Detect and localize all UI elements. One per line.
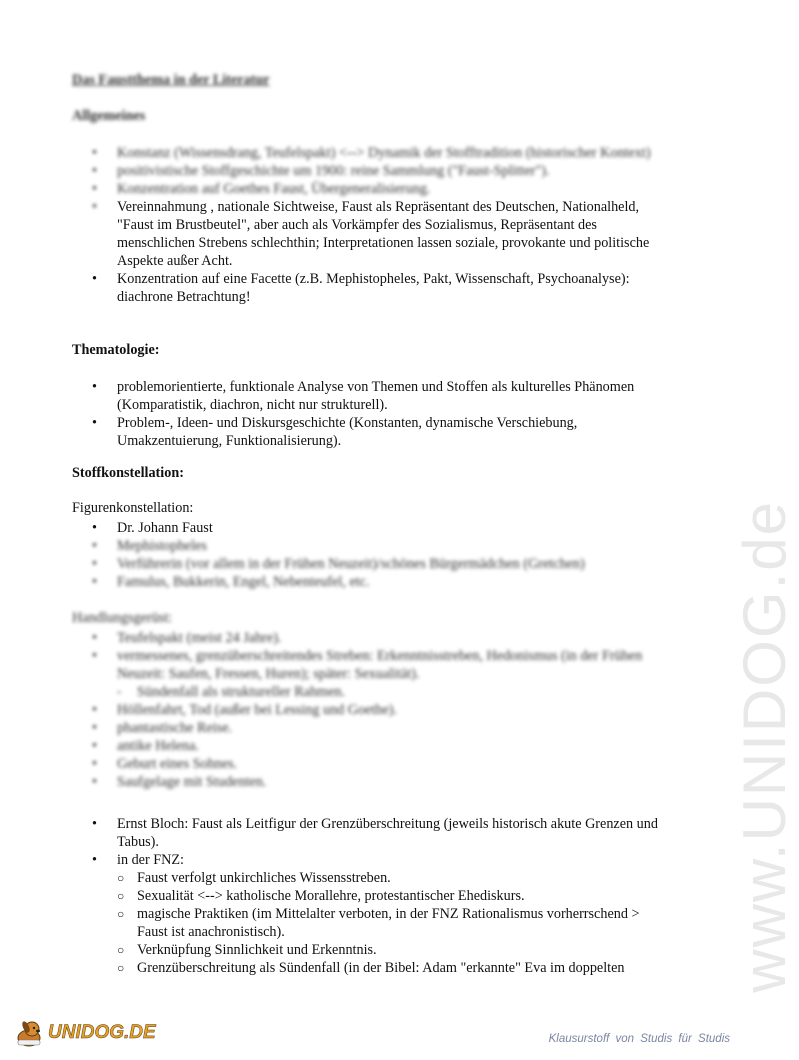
- unidog-logo[interactable]: [12, 1018, 156, 1048]
- list-item: ○ magische Praktiken (im Mittelalter verboten, in der FNZ Rationalismus vorherrschend > Faust ist anachronistisch).: [117, 906, 640, 940]
- list-item: • in der FNZ:: [92, 852, 184, 868]
- list-item: • Höllenfahrt, Tod (außer bei Lessing und Goethe).: [92, 702, 398, 718]
- heading-thematology: Thematologie:: [72, 342, 160, 358]
- list-item: ○ Grenzüberschreitung als Sündenfall (in der Bibel: Adam "erkannte" Eva im doppelten: [117, 960, 625, 976]
- list-item: • Konzentration auf Goethes Faust, Übergeneralisierung.: [92, 181, 431, 197]
- list-item: ◦ Sündenfall als struktureller Rahmen.: [117, 684, 346, 700]
- list-item: • Vereinnahmung , nationale Sichtweise, Faust als Repräsentant des Deutschen, Nationalheld, "Faust im Brustbeutel", aber auch als Vorkämpfer des Sozialismus, Repräsentant des menschlichen Strebens schlechthin; Interpretationen lassen soziale, provokante und politische Aspekte außer Acht.: [92, 199, 650, 269]
- figures-label: Figurenkonstellation:: [72, 500, 194, 516]
- watermark: www.UNIDOG.de: [731, 500, 798, 993]
- general-list: [72, 144, 672, 306]
- page-title: Das Faustthema in der Literatur: [72, 72, 270, 88]
- list-item: • Saufgelage mit Studenten.: [92, 774, 267, 790]
- list-item: • positivistische Stoffgeschichte um 1900: reine Sammlung ("Faust-Splitter").: [92, 163, 550, 179]
- list-item: ○ Verknüpfung Sinnlichkeit und Erkenntnis.: [117, 942, 377, 958]
- list-item: • vermessenes, grenzüberschreitendes Streben: Erkenntnisstreben, Hedonismus (in der Frühen Neuzeit: Saufen, Fressen, Huren); später: Sexualität).: [92, 648, 643, 682]
- list-item: ○ Faust verfolgt unkirchliches Wissensstreben.: [117, 870, 391, 886]
- list-item: • Teufelspakt (meist 24 Jahre).: [92, 630, 282, 646]
- list-item: • Famulus, Bukkerin, Engel, Nebenteufel, etc.: [92, 574, 370, 590]
- list-item: • problemorientierte, funktionale Analyse von Themen und Stoffen als kulturelles Phänomen (Komparatistik, diachron, nicht nur strukturell).: [92, 379, 635, 413]
- list-item: • Dr. Johann Faust: [92, 520, 213, 536]
- heading-constellation: Stoffkonstellation:: [72, 465, 184, 481]
- list-item: • antike Helena.: [92, 738, 199, 754]
- list-item: • phantastische Reise.: [92, 720, 233, 736]
- list-item: • Konstanz (Wissensdrang, Teufelspakt) <--> Dynamik der Stofftradition (historischer Kontext): [92, 145, 651, 161]
- logo-text: UNIDOG.DE: [48, 1022, 156, 1043]
- figures-list: [72, 519, 672, 591]
- list-item: • Ernst Bloch: Faust als Leitfigur der Grenzüberschreitung (jeweils historisch akute Grenzen und Tabus).: [92, 816, 658, 850]
- list-item: ○ Sexualität <--> katholische Morallehre, protestantischer Ehediskurs.: [117, 888, 525, 904]
- thematology-list: [72, 378, 672, 450]
- list-item: • Verführerin (vor allem in der Frühen Neuzeit)/schönes Bürgermädchen (Gretchen): [92, 556, 585, 572]
- plot-list: [72, 629, 672, 791]
- heading-general: Allgemeines: [72, 108, 146, 124]
- list-item: • Konzentration auf eine Facette (z.B. Mephistopheles, Pakt, Wissenschaft, Psychoanalyse): diachrone Betrachtung!: [92, 271, 630, 305]
- bloch-list: [72, 815, 672, 977]
- plot-label: Handlungsgerüst:: [72, 610, 173, 626]
- list-item: • Problem-, Ideen- und Diskursgeschichte (Konstanten, dynamische Verschiebung, Umakzentuierung, Funktionalisierung).: [92, 415, 578, 449]
- list-item: • Mephistopheles: [92, 538, 207, 554]
- footer-tagline: Klausurstoff von Studis für Studis: [548, 1033, 730, 1045]
- list-item: • Geburt eines Sohnes.: [92, 756, 238, 772]
- dog-icon: [12, 1018, 46, 1048]
